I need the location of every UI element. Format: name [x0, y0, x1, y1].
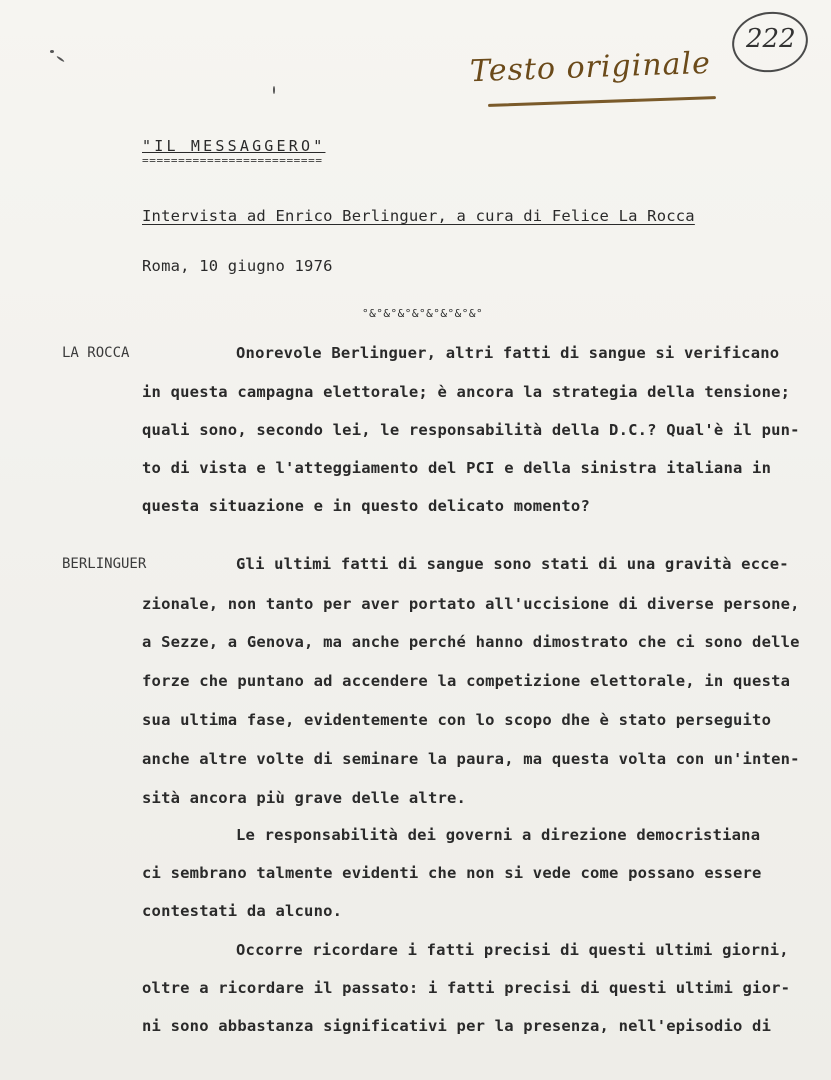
answer-line: oltre a ricordare il passato: i fatti precisi di questi ultimi gior-	[142, 979, 791, 997]
answer-line: contestati da alcuno.	[142, 902, 343, 920]
ink-mark	[273, 86, 275, 94]
question-line: quali sono, secondo lei, le responsabilità della D.C.? Qual'è il pun-	[142, 421, 800, 439]
masthead-double-rule: =========================	[142, 154, 323, 167]
question-line: questa situazione e in questo delicato momento?	[142, 497, 590, 515]
question-line: Onorevole Berlinguer, altri fatti di sangue si verificano	[236, 344, 780, 362]
dateline: Roma, 10 giugno 1976	[142, 257, 333, 275]
answer-line: zionale, non tanto per aver portato all'uccisione di diverse persone,	[142, 595, 800, 613]
speaker-label-berlinguer: BERLINGUER	[62, 556, 147, 572]
handwritten-underline	[488, 96, 716, 107]
answer-line: a Sezze, a Genova, ma anche perché hanno dimostrato che ci sono delle	[142, 633, 800, 651]
answer-line: Le responsabilità dei governi a direzione democristiana	[236, 826, 761, 844]
answer-line: ci sembrano talmente evidenti che non si vede come possano essere	[142, 864, 762, 882]
answer-line: sità ancora più grave delle altre.	[142, 789, 467, 807]
interview-subtitle: Intervista ad Enrico Berlinguer, a cura di Felice La Rocca	[142, 207, 695, 225]
answer-line: anche altre volte di seminare la paura, ma questa volta con un'inten-	[142, 750, 800, 768]
answer-line: forze che puntano ad accendere la competizione elettorale, in questa	[142, 672, 791, 690]
ink-mark	[50, 50, 54, 53]
handwritten-note: Testo originale	[469, 45, 712, 90]
answer-line: Gli ultimi fatti di sangue sono stati di una gravità ecce-	[236, 555, 789, 573]
speaker-label-la-rocca: LA ROCCA	[62, 345, 130, 361]
page-number: 222	[746, 24, 796, 54]
answer-line: sua ultima fase, evidentemente con lo scopo dhe è stato perseguito	[142, 711, 772, 729]
ornament-separator: °&°&°&°&°&°&°&°&°	[362, 307, 484, 320]
answer-line: ni sono abbastanza significativi per la presenza, nell'episodio di	[142, 1017, 772, 1035]
question-line: to di vista e l'atteggiamento del PCI e della sinistra italiana in	[142, 459, 772, 477]
masthead: "IL MESSAGGERO"	[142, 137, 326, 155]
question-line: in questa campagna elettorale; è ancora la strategia della tensione;	[142, 383, 791, 401]
ink-mark	[56, 56, 65, 63]
answer-line: Occorre ricordare i fatti precisi di questi ultimi giorni,	[236, 941, 789, 959]
